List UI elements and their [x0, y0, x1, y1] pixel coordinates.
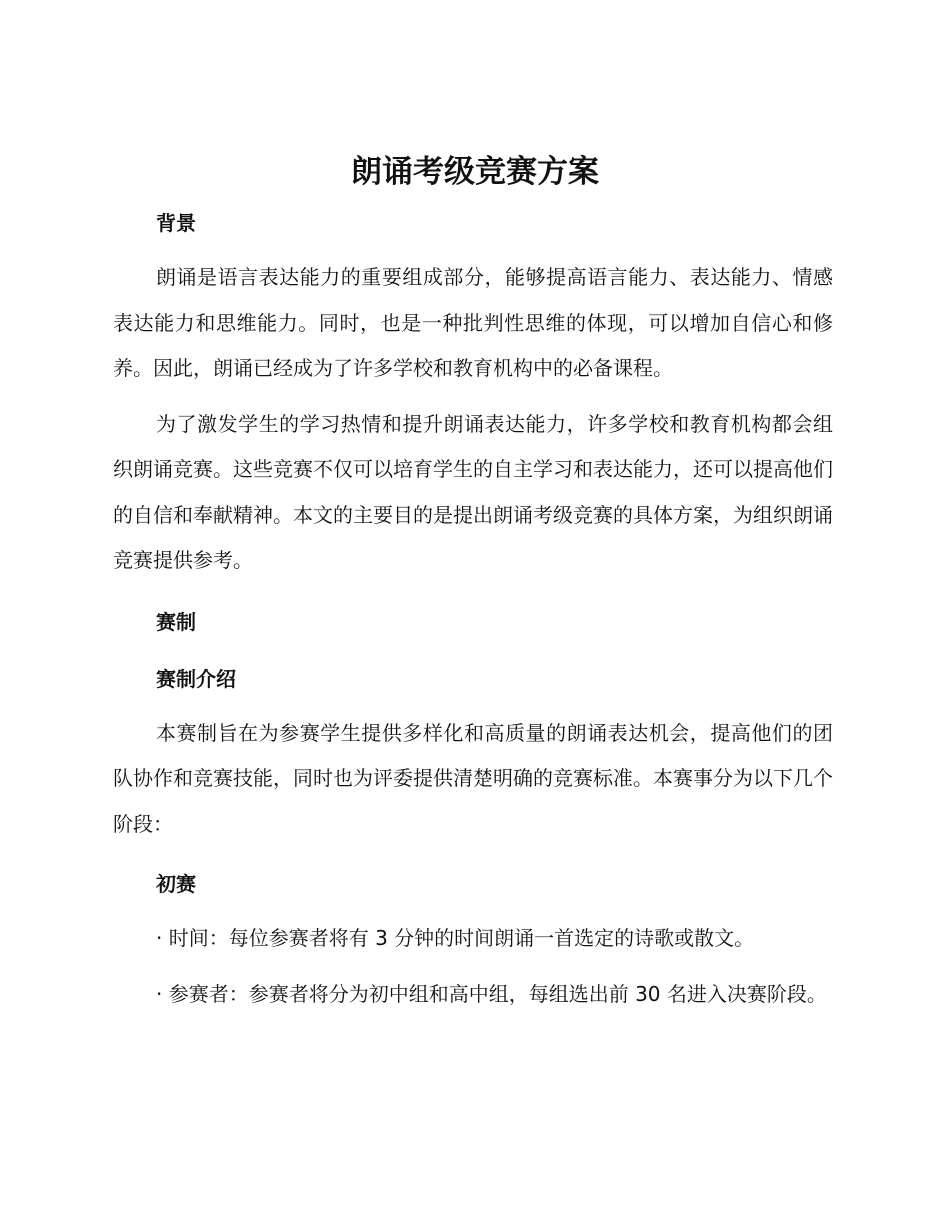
section-heading-prelim: 初赛: [156, 872, 196, 896]
format-intro-paragraph: 本赛制旨在为参赛学生提供多样化和高质量的朗诵表达机会，提高他们的团队协作和竞赛技能，同时也为评委提供清楚明确的竞赛标准。本赛事分为以下几个阶段：: [113, 720, 833, 836]
section-heading-background: 背景: [156, 211, 196, 235]
document-body: [113, 200, 833, 1017]
prelim-bullet-time: · 时间：每位参赛者将有 3 分钟的时间朗诵一首选定的诗歌或散文。: [156, 926, 755, 950]
document-title: 朗诵考级竞赛方案: [351, 154, 599, 190]
section-heading-format-intro: 赛制介绍: [156, 666, 236, 691]
background-paragraph-1: 朗诵是语言表达能力的重要组成部分，能够提高语言能力、表达能力、情感表达能力和思维能力。同时，也是一种批判性思维的体现，可以增加自信心和修养。因此，朗诵已经成为了许多学校和教育机构中的必备课程。: [113, 265, 833, 380]
background-paragraph-2: 为了激发学生的学习热情和提升朗诵表达能力，许多学校和教育机构都会组织朗诵竞赛。这些竞赛不仅可以培育学生的自主学习和表达能力，还可以提高他们的自信和奉献精神。本文的主要目的是提出朗诵考级竞赛的具体方案，为组织朗诵竞赛提供参考。: [113, 411, 833, 572]
section-heading-format: 赛制: [156, 609, 196, 634]
prelim-bullet-participants: · 参赛者：参赛者将分为初中组和高中组，每组选出前 30 名进入决赛阶段。: [156, 981, 827, 1006]
